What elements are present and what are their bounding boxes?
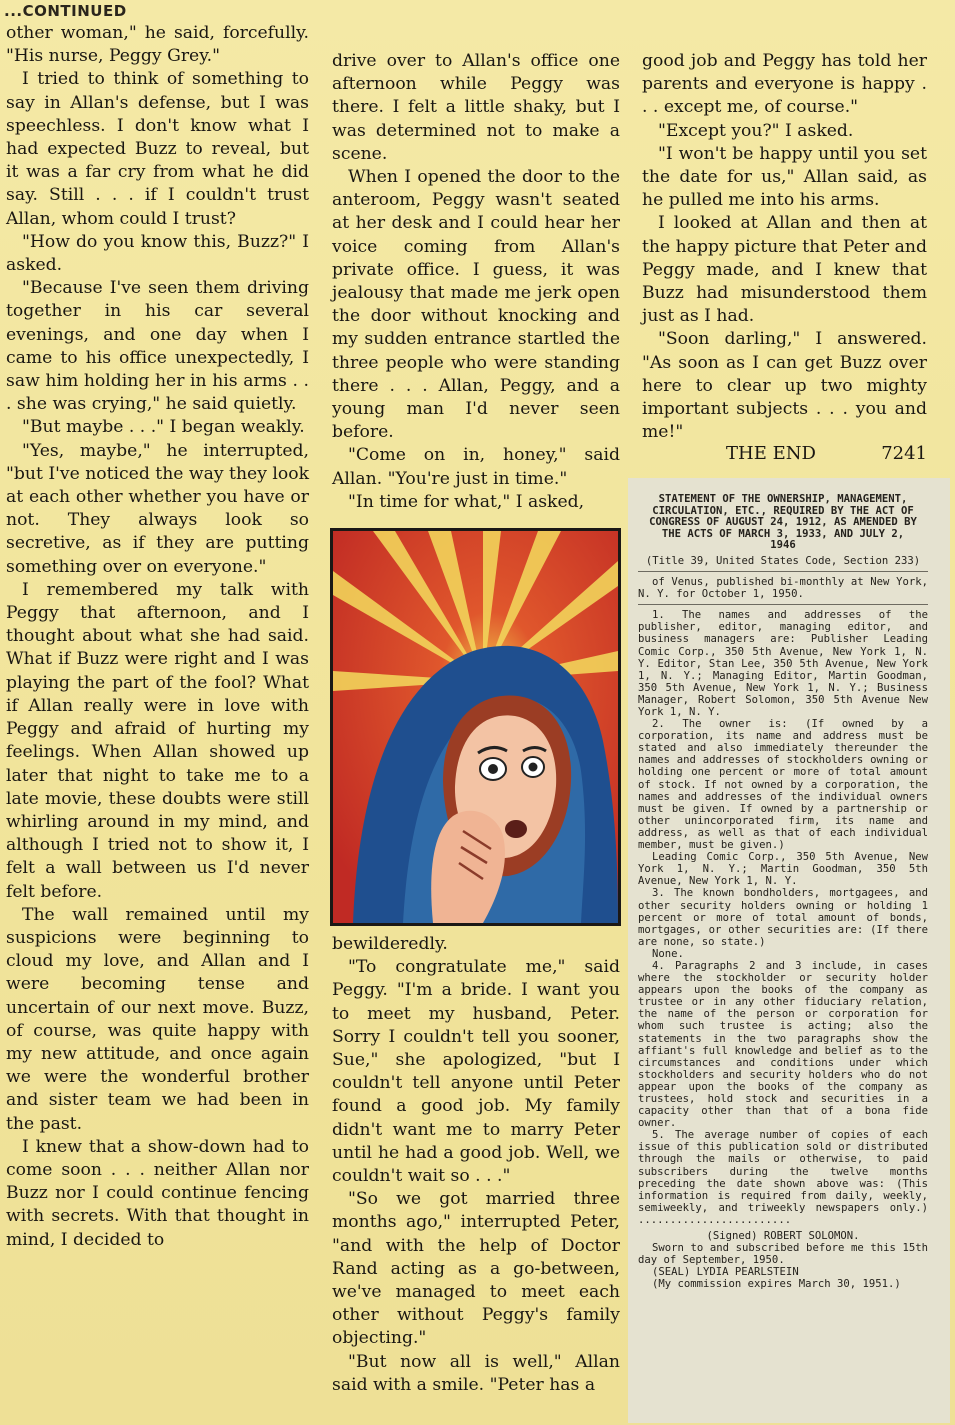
comic-panel-illustration — [330, 528, 621, 926]
story-paragraph: "Except you?" I asked. — [658, 120, 854, 141]
statement-paragraph: 2. The owner is: (If owned by a corporation, its name and address must be stated and also immediately thereunder the names and addresses of stockholders owning or holding one percent or more of total amount of stock. If not owned by a corporation, the names and addresses of the individual owners must be given. If owned by a partnership or other unincorporated firm, its name and address, as well as that of each individual member, must be given.) — [638, 718, 928, 852]
statement-commission-expiry: (My commission expires March 30, 1951.) — [652, 1278, 901, 1291]
statement-paragraph: None. — [652, 947, 684, 960]
story-paragraph: "I won't be happy until you set the date for us," Allan said, as he pulled me into his arms. — [642, 143, 927, 211]
story-column-2-top — [332, 50, 620, 514]
story-paragraph: "Because I've seen them driving together in his car several evenings, and one day when I came to his office unexpectedly, I saw him holding her in his arms . . . she was crying," he said quietly. — [6, 278, 309, 415]
story-paragraph: "But now all is well," Allan said with a smile. "Peter has a — [332, 1351, 620, 1395]
story-paragraph: "Yes, maybe," he interrupted, "but I've noticed the way they look at each other whether you have or not. They always look so secretive, as if they are putting something over on everyone." — [6, 440, 309, 577]
story-paragraph: "In time for what," I asked, — [348, 491, 585, 512]
story-code: 7241 — [881, 443, 927, 464]
the-end-line — [642, 443, 927, 464]
story-paragraph: "Come on in, honey," said Allan. "You're just in time." — [332, 445, 620, 489]
story-column-2-bottom — [332, 933, 620, 1397]
statement-heading: STATEMENT OF THE OWNERSHIP, MANAGEMENT, CIRCULATION, ETC., REQUIRED BY THE ACT OF CONGRESS OF AUGUST 24, 1912, AS AMENDED BY THE ACTS OF MARCH 3, 1933, AND JULY 2, 1946 — [649, 493, 917, 552]
statement-intro: of Venus, published bi-monthly at New York, N. Y. for October 1, 1950. — [638, 576, 928, 601]
statement-divider — [638, 571, 928, 572]
statement-paragraph: 5. The average number of copies of each issue of this publication sold or distributed through the mails or otherwise, to paid subscribers during the twelve months preceding the date shown above was: (This information is required from daily, weekly, semiweekly, and triweekly newspapers only.) ........................ — [638, 1129, 928, 1226]
story-paragraph: good job and Peggy has told her parents and everyone is happy . . . except me, of course." — [642, 51, 927, 118]
story-paragraph: drive over to Allan's office one afternoon while Peggy was there. I felt a little shaky, but I was determined not to make a scene. — [332, 51, 620, 164]
statement-paragraph: Leading Comic Corp., 350 5th Avenue, New York 1, N. Y.; Martin Goodman, 350 5th Avenue, New York 1, N. Y. — [638, 851, 928, 888]
continued-label: ...CONTINUED — [4, 2, 127, 20]
ownership-statement — [628, 478, 950, 1423]
story-paragraph: "So we got married three months ago," interrupted Peter, "and with the help of Doctor Rand acting as a go-between, we've managed to meet each other without Peggy's family objecting." — [332, 1189, 620, 1349]
story-paragraph: "How do you know this, Buzz?" I asked. — [6, 231, 309, 276]
statement-seal: (SEAL) LYDIA PEARLSTEIN — [652, 1266, 799, 1279]
statement-paragraph: 1. The names and addresses of the publisher, editor, managing editor, and business managers are: Publisher Leading Comic Corp., 350 5th Avenue, New York 1, N. Y. Editor, Stan Lee, 350 5th Avenue, New York 1, N. Y.; Managing Editor, Martin Goodman, 350 5th Avenue, New York 1, N. Y.; Business Manager, Robert Solomon, 350 5th Avenue New York 1, N. Y. — [638, 609, 928, 718]
story-paragraph: "To congratulate me," said Peggy. "I'm a bride. I want you to meet my husband, Peter. Sorry I couldn't tell you sooner, Sue," she apologized, "but I couldn't tell anyone until Peter found a good job. My family didn't want me to marry Peter until he had a good job. Well, we couldn't wait so . . ." — [332, 957, 620, 1187]
story-paragraph: I tried to think of something to say in Allan's defense, but I was speechless. I don't know what I had expected Buzz to reveal, but it was a far cry from what he did say. Still . . . if I couldn't trust Allan, whom could I trust? — [6, 69, 309, 229]
statement-divider — [638, 604, 928, 605]
statement-sworn: Sworn to and subscribed before me this 15th day of September, 1950. — [638, 1242, 928, 1267]
story-paragraph: I knew that a show-down had to come soon . . . neither Allan nor Buzz nor I could continue fencing with secrets. With that thought in mind, I decided to — [6, 1136, 309, 1250]
story-paragraph: I remembered my talk with Peggy that afternoon, and I thought about what she had said. What if Buzz were right and I was playing the part of the fool? What if Allan really were in love with Peggy and afraid of hurting my feelings. When Allan showed up later that night to take me to a late movie, these doubts were still whirling around in my mind, and although I tried not to show it, I felt a wall between us I'd never felt before. — [6, 579, 309, 902]
statement-code-reference: (Title 39, United States Code, Section 233) — [645, 554, 921, 567]
story-paragraph: The wall remained until my suspicions were beginning to cloud my love, and Allan and I were becoming tense and uncertain of our next move. Buzz, of course, was quite happy with my new attitude, and once again we were the wonderful brother and sister team we had been in the past. — [6, 904, 309, 1134]
story-column-3 — [642, 50, 927, 444]
statement-signature: (Signed) ROBERT SOLOMON. — [706, 1230, 860, 1243]
story-paragraph: I looked at Allan and then at the happy picture that Peter and Peggy made, and I knew that Buzz had misunderstood them just as I had. — [642, 213, 927, 327]
the-end-label: THE END — [726, 443, 816, 464]
statement-paragraph: 3. The known bondholders, mortgagees, and other security holders owning or holding 1 percent or more of total amount of bonds, mortgages, or other securities are: (If there are none, so state.) — [638, 887, 928, 948]
shocked-woman-illustration — [333, 531, 618, 923]
story-paragraph: When I opened the door to the anteroom, Peggy wasn't seated at her desk and I could hear her voice coming from Allan's private office. I guess, it was jealousy that made me jerk open the door without knocking and my sudden entrance startled the three people who were standing there . . . Allan, Peggy, and a young man I'd never seen before. — [332, 167, 620, 443]
statement-paragraph: 4. Paragraphs 2 and 3 include, in cases where the stockholder or security holder appears upon the books of the company as trustee or in any other fiduciary relation, the name of the person or corporation for whom such trustee is acting; also the statements in the two paragraphs show the affiant's full knowledge and belief as to the circumstances and conditions under which stockholders and security holders who do not appear upon the books of the company as trustees, hold stock and securities in a capacity other than that of a bona fide owner. — [638, 959, 928, 1130]
story-paragraph: "Soon darling," I answered. "As soon as I can get Buzz over here to clear up two mighty important subjects . . . you and me!" — [642, 329, 927, 443]
story-paragraph: "But maybe . . ." I began weakly. — [22, 417, 305, 438]
story-paragraph: other woman," he said, forcefully. "His nurse, Peggy Grey." — [6, 23, 309, 67]
story-paragraph: bewilderedly. — [332, 934, 448, 954]
story-column-1 — [6, 22, 309, 1252]
